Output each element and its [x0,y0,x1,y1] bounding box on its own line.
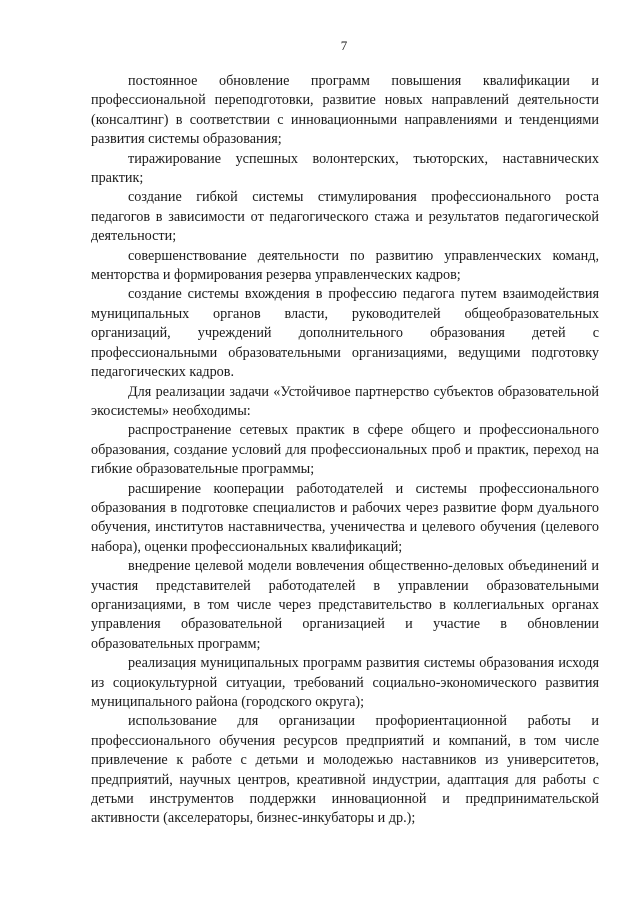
paragraph: распространение сетевых практик в сфере общего и профессионального образования, создание условий для профессиональных проб и практик, переход на гибкие образовательные программы; [91,422,599,478]
paragraph: расширение кооперации работодателей и системы профессионального образования в подготовке специалистов и рабочих через развитие форм дуального обучения, институтов наставничества, ученичества и целевого обучения (целевого набора), оценки профессиональных квалификаций; [91,480,599,555]
document-body [91,72,599,829]
page-number: 7 [340,38,348,53]
paragraph: совершенствование деятельности по развитию управленческих команд, менторства и формирования резерва управленческих кадров; [91,247,599,284]
paragraph: внедрение целевой модели вовлечения общественно-деловых объединений и участия представителей работодателей в управлении образовательными организациями, в том числе через представительство в коллегиальных органах управления образовательной организацией и участие в обновлении образовательных программ; [91,558,599,652]
paragraph: реализация муниципальных программ развития системы образования исходя из социокультурной ситуации, требований социально-экономического развития муниципального района (городского округа); [91,655,599,710]
paragraph: создание гибкой системы стимулирования профессионального роста педагогов в зависимости от педагогического стажа и результатов педагогической деятельности; [91,189,599,245]
paragraph: использование для организации профориентационной работы и профессионального обучения ресурсов предприятий и компаний, в том числе привлечение к работе с детьми и молодежью наставников из университетов, предприятий, научных центров, креативной индустрии, адаптация для работы с детьми инструментов поддержки инновационной и предпринимательской активности (акселераторы, бизнес-инкубаторы и др.); [91,713,599,827]
paragraph: постоянное обновление программ повышения квалификации и профессиональной переподготовки, развитие новых направлений деятельности (консалтинг) в соответствии с инновационными направлениями и тенденциями развития системы образования; [91,73,599,148]
paragraph: создание системы вхождения в профессию педагога путем взаимодействия муниципальных органов власти, руководителей общеобразовательных организаций, учреждений дополнительного образования детей с профессиональными образовательными организациями, ведущими подготовку педагогических кадров. [91,286,599,381]
paragraph: Для реализации задачи «Устойчивое партнерство субъектов образовательной экосистемы» необходимы: [91,383,599,419]
paragraph: тиражирование успешных волонтерских, тьюторских, наставнических практик; [91,150,599,187]
